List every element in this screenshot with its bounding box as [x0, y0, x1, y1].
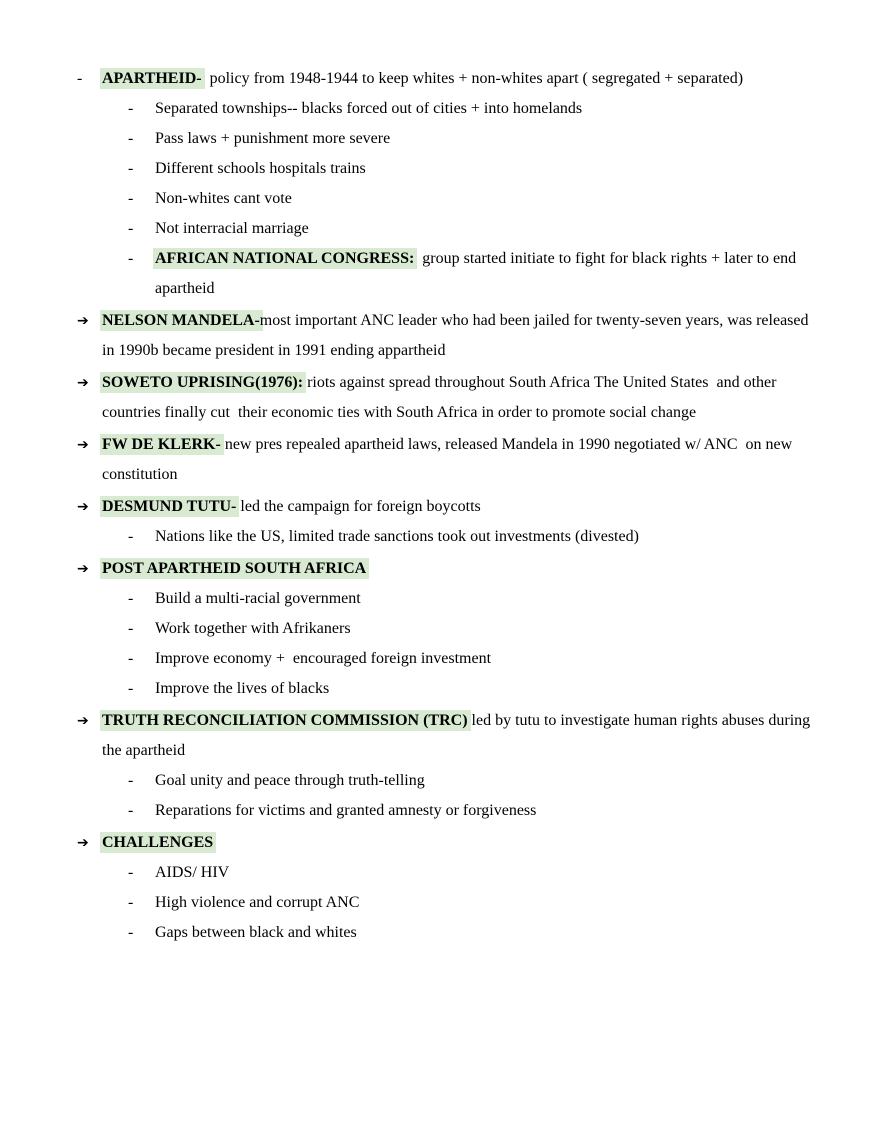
list-item [128, 614, 824, 644]
list-item [128, 214, 824, 244]
list-item [77, 706, 824, 766]
text-segment: Improve the lives of blacks [155, 680, 330, 697]
text-segment: Work together with Afrikaners [155, 620, 351, 637]
text-segment: Separated townships-- blacks forced out of cities + into homelands [155, 100, 583, 117]
highlighted-term: TRUTH RECONCILIATION COMMISSION (TRC) [100, 710, 471, 731]
highlighted-term: DESMUND TUTU- [100, 496, 239, 517]
list-item [128, 766, 824, 796]
bullet-dash-icon: - [128, 772, 134, 789]
text-segment: Reparations for victims and granted amnesty or forgiveness [155, 802, 537, 819]
highlighted-term: NELSON MANDELA- [100, 310, 263, 331]
list-item [128, 584, 824, 614]
text-segment: led the campaign for foreign boycotts [236, 498, 481, 515]
bullet-arrow-icon: ➔ [77, 499, 89, 515]
bullet-dash-icon: - [128, 924, 134, 941]
item-text [155, 674, 824, 704]
text-segment: riots against spread throughout South Africa The United States and other countries finally cut their economic ties with South Africa in order to promote social change [102, 374, 781, 421]
text-segment: AIDS/ HIV [155, 864, 230, 881]
list-item [77, 64, 824, 94]
item-text [155, 644, 824, 674]
highlighted-term: AFRICAN NATIONAL CONGRESS: [153, 248, 417, 269]
text-segment: Gaps between black and whites [155, 924, 357, 941]
list-item [77, 492, 824, 522]
bullet-dash-icon: - [128, 864, 134, 881]
item-text [155, 614, 824, 644]
item-text [155, 522, 824, 552]
item-text [102, 492, 824, 522]
text-segment: Pass laws + punishment more severe [155, 130, 391, 147]
text-segment: Improve economy + encouraged foreign investment [155, 650, 492, 667]
bullet-dash-icon: - [128, 100, 134, 117]
bullet-dash-icon: - [128, 190, 134, 207]
text-segment: new pres repealed apartheid laws, released Mandela in 1990 negotiated w/ ANC on new constitution [102, 436, 797, 483]
item-text [102, 828, 824, 858]
item-text [155, 858, 824, 888]
bullet-dash-icon: - [128, 590, 134, 607]
item-text [155, 888, 824, 918]
list-item [128, 244, 824, 304]
list-item [128, 644, 824, 674]
list-item [77, 306, 824, 366]
list-item [128, 796, 824, 826]
highlighted-term: SOWETO UPRISING(1976): [100, 372, 306, 393]
text-segment: High violence and corrupt ANC [155, 894, 360, 911]
list-item [77, 368, 824, 428]
highlighted-term: FW DE KLERK- [100, 434, 224, 455]
item-text [155, 796, 824, 826]
bullet-arrow-icon: ➔ [77, 313, 89, 329]
list-item [128, 154, 824, 184]
bullet-dash-icon: - [128, 528, 134, 545]
bullet-arrow-icon: ➔ [77, 561, 89, 577]
item-text [155, 94, 824, 124]
list-item [128, 184, 824, 214]
list-item [128, 124, 824, 154]
text-segment: policy from 1948-1944 to keep whites + non-whites apart ( segregated + separated) [201, 70, 744, 87]
item-text [102, 706, 824, 766]
item-text [155, 124, 824, 154]
text-segment: led by tutu to investigate human rights abuses during the apartheid [102, 712, 815, 759]
bullet-dash-icon: - [128, 130, 134, 147]
list-item [77, 430, 824, 490]
list-item [128, 858, 824, 888]
item-text [155, 154, 824, 184]
text-segment: group started initiate to fight for black rights + later to end apartheid [155, 250, 801, 297]
item-text [155, 184, 824, 214]
item-text [155, 214, 824, 244]
highlighted-term: CHALLENGES [100, 832, 216, 853]
list-item [77, 554, 824, 584]
list-item [77, 828, 824, 858]
text-segment: Goal unity and peace through truth-telling [155, 772, 425, 789]
bullet-dash-icon: - [128, 802, 134, 819]
bullet-dash-icon: - [128, 620, 134, 637]
text-segment: Nations like the US, limited trade sanctions took out investments (divested) [155, 528, 639, 545]
list-item [128, 674, 824, 704]
bullet-dash-icon: - [128, 680, 134, 697]
item-text [155, 244, 824, 304]
highlighted-term: POST APARTHEID SOUTH AFRICA [100, 558, 369, 579]
list-item [128, 918, 824, 948]
bullet-dash-icon: - [128, 650, 134, 667]
list-item [128, 888, 824, 918]
item-text [102, 368, 824, 428]
bullet-arrow-icon: ➔ [77, 437, 89, 453]
bullet-arrow-icon: ➔ [77, 713, 89, 729]
text-segment: Non-whites cant vote [155, 190, 292, 207]
highlighted-term: APARTHEID- [100, 68, 205, 89]
item-text [155, 584, 824, 614]
text-segment: Different schools hospitals trains [155, 160, 366, 177]
item-text [102, 554, 824, 584]
bullet-dash-icon: - [128, 894, 134, 911]
bullet-arrow-icon: ➔ [77, 375, 89, 391]
item-text [102, 430, 824, 490]
item-text [155, 918, 824, 948]
item-text [155, 766, 824, 796]
text-segment: Not interracial marriage [155, 220, 309, 237]
text-segment: most important ANC leader who had been jailed for twenty-seven years, was released in 1990b became president in 1991 ending appartheid [102, 312, 813, 359]
bullet-dash-icon: - [128, 220, 134, 237]
text-segment: Build a multi-racial government [155, 590, 361, 607]
bullet-dash-icon: - [77, 70, 83, 87]
list-item [128, 94, 824, 124]
bullet-arrow-icon: ➔ [77, 835, 89, 851]
item-text [102, 306, 824, 366]
list-item [128, 522, 824, 552]
bullet-dash-icon: - [128, 160, 134, 177]
item-text [102, 64, 824, 94]
notes-list [77, 64, 824, 948]
bullet-dash-icon: - [128, 250, 134, 267]
